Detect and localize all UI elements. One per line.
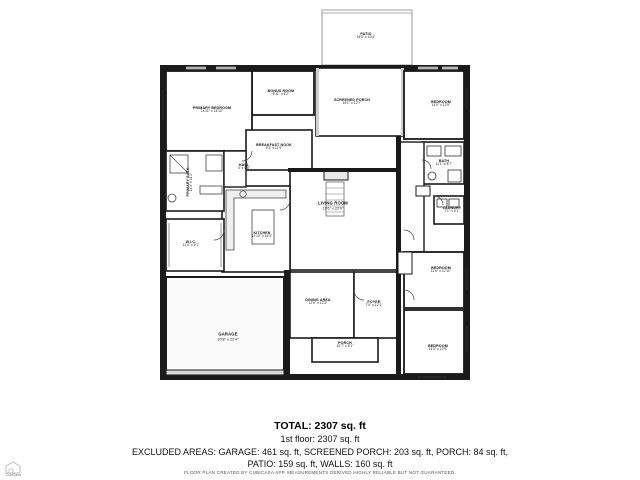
room-dimensions: 12'5" x 12'3" [308,301,328,306]
room-name: BONUS ROOM [267,89,295,94]
room-garage [166,277,284,374]
room-dimensions: 9'3" x 11'9" [265,146,283,151]
room-dimensions: 11'4" x 9'1" [182,243,200,248]
room-dimensions: 14'4" x 11'1" [189,172,194,192]
room-bedroom-top-right [404,71,464,139]
room-dimensions: 19'1" x 12'7" [342,101,362,106]
room-name: LIVING ROOM [318,200,348,206]
room-name: PORCH [338,341,352,346]
room-name: FOYER [367,300,381,305]
excluded-areas-line-1: EXCLUDED AREAS: GARAGE: 461 sq. ft, SCREENED PORCH: 203 sq. ft, PORCH: 84 sq. ft, [131,447,509,457]
room-name: BEDROOM [431,266,451,271]
disclaimer-text: FLOOR PLAN CREATED BY CUBICASA APP. MEASUREMENTS DERIVED HIGHLY RELIABLE BUT NOT GUARANTEED. [184,470,456,475]
kitchen-island [252,210,274,244]
room-name: BEDROOM [431,100,451,105]
room-name: PATIO [360,32,372,37]
room-dimensions: 11'1" x 8'7" [435,162,453,167]
total-area-text: TOTAL: 2307 sq. ft [274,420,366,432]
room-dimensions: 12'10" x 16'3" [251,234,273,239]
room-foyer [354,272,398,338]
room-dimensions: 15'5" x 10'4" [356,35,376,40]
plan-walls [160,10,470,380]
room-screened-porch [316,68,404,136]
room-dimensions: 10'7" x 5'1" [336,344,354,349]
room-bonus [252,71,314,115]
room-dimensions: 7'0" x 12'1" [365,303,383,308]
room-name: BREAKFAST NOOK [256,143,292,148]
room-dimensions: 20'8" x 22'4" [217,337,239,342]
room-dimensions: 14'0" x 12'9" [428,347,448,352]
room-dimensions: 14'0" x 12'9" [431,103,451,108]
first-floor-area-text: 1st floor: 2307 sq. ft [280,434,360,444]
room-wic [166,219,224,271]
room-bedroom-bottom-right [404,310,464,374]
room-dimensions: 19'6" x 22'0" [322,206,344,211]
room-dimensions: 3' x 4'5" [238,166,250,171]
hall-right-wing [398,142,424,252]
room-primary-bedroom [166,71,252,151]
room-dimensions: 7'1" x 6'1" [444,209,460,214]
room-hall [224,151,246,187]
room-name: PRIMARY BEDROOM [192,106,232,111]
room-name: DINING AREA [305,298,331,303]
room-dining [290,272,354,338]
room-patio [322,10,412,65]
room-name: W.I.C. [185,240,197,245]
room-name: LAUNDRY [442,206,462,211]
room-bedroom-middle-right [404,252,464,308]
room-porch [312,338,378,362]
watermark-label: CubiCasa [6,473,21,477]
room-name: BEDROOM [428,344,448,349]
excluded-areas-line-2: PATIO: 159 sq. ft, WALLS: 160 sq. ft [247,459,393,469]
room-name: HALL [238,163,250,168]
room-dimensions: 14'11" x 14'10" [200,109,224,114]
room-dimensions: 11'6" x 12'11" [430,269,452,274]
room-name: PRIMARY BATH [186,167,191,197]
room-dimensions: 8'11" x 8'2" [272,92,290,97]
room-name: BATH [438,159,450,164]
room-breakfast-nook [246,130,312,170]
room-name: GARAGE [218,331,238,337]
room-name: SCREENED PORCH [333,98,371,103]
room-name: KITCHEN [253,231,271,236]
